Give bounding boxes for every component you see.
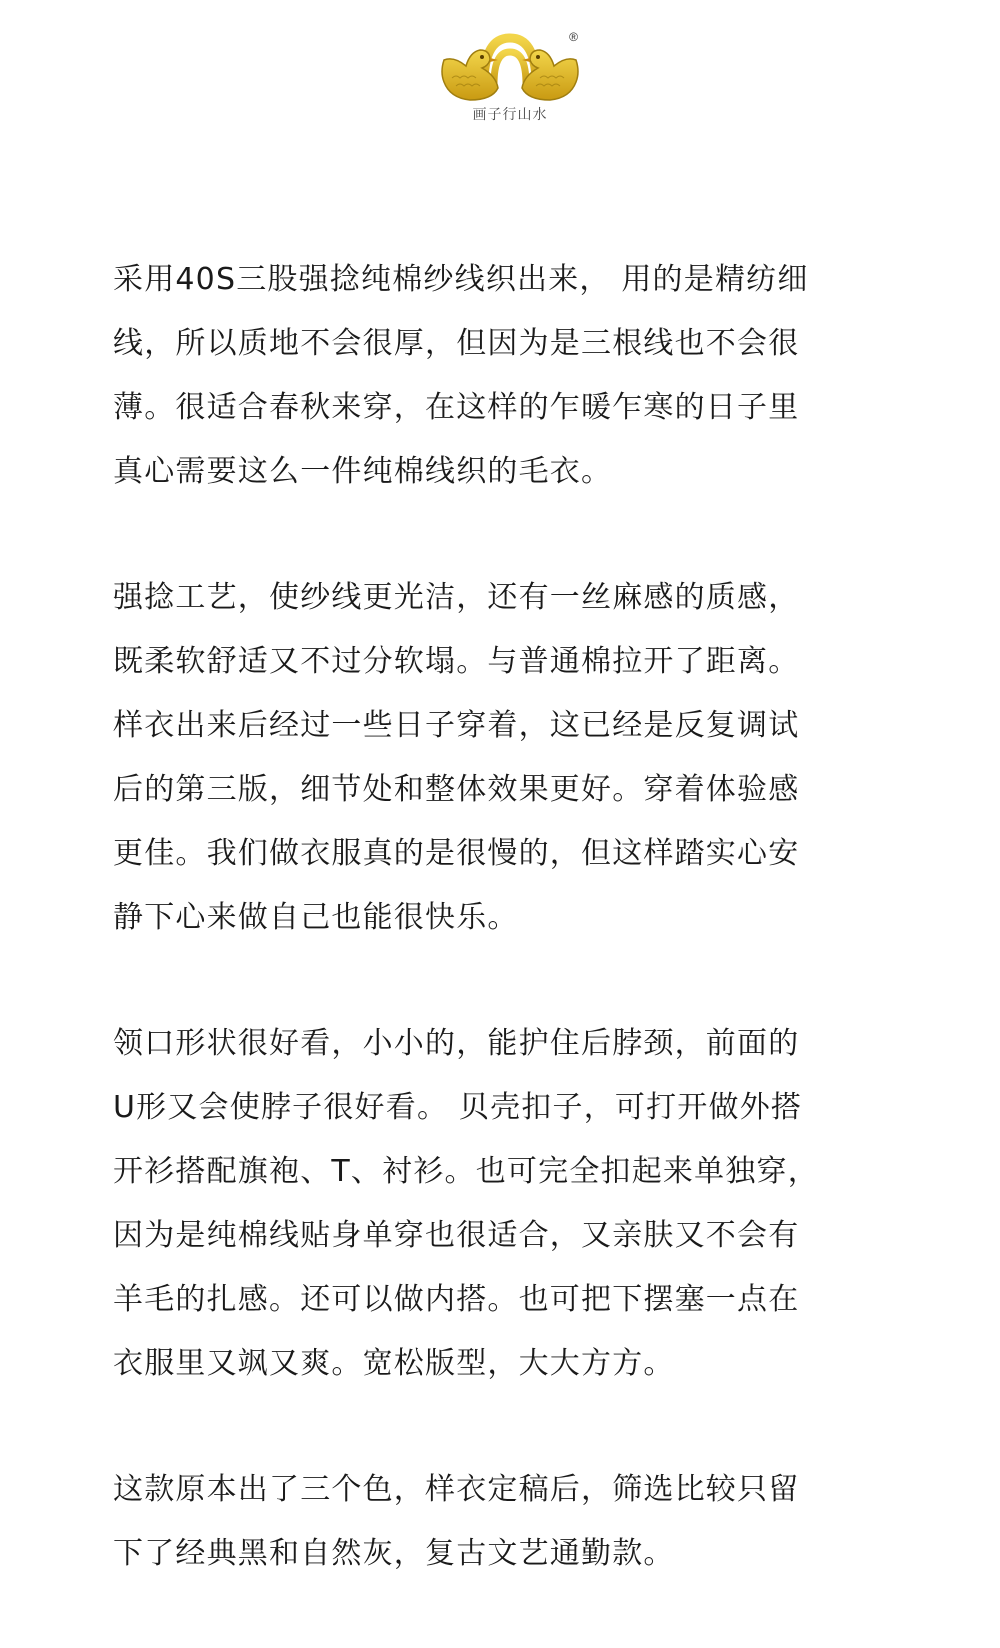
paragraph-1 (113, 248, 899, 504)
text-line: U形又会使脖子很好看。 贝壳扣子，可打开做外搭 (113, 1090, 803, 1125)
article-body (113, 248, 899, 1648)
text-line: 后的第三版，细节处和整体效果更好。穿着体验感 (113, 772, 800, 807)
text-line: 薄。很适合春秋来穿，在这样的乍暖乍寒的日子里 (113, 390, 800, 425)
brand-name: 画子行山水 (472, 107, 548, 123)
brand-logo (436, 26, 584, 126)
text-line: 更佳。我们做衣服真的是很慢的，但这样踏实心安 (113, 836, 800, 871)
registered-mark: ® (569, 30, 578, 44)
text-line: 样衣出来后经过一些日子穿着，这已经是反复调试 (113, 708, 800, 743)
text-line: 既柔软舒适又不过分软塌。与普通棉拉开了距离。 (113, 644, 800, 679)
text-line: 真心需要这么一件纯棉线织的毛衣。 (113, 454, 613, 489)
text-line: 静下心来做自己也能很快乐。 (113, 900, 519, 935)
text-line: 线，所以质地不会很厚，但因为是三根线也不会很 (113, 326, 800, 361)
paragraph-2 (113, 566, 899, 950)
text-line: 采用40S三股强捻纯棉纱线织出来， 用的是精纺细 (113, 262, 809, 297)
text-line: 因为是纯棉线贴身单穿也很适合，又亲肤又不会有 (113, 1218, 800, 1253)
text-line: 这款原本出了三个色，样衣定稿后，筛选比较只留 (113, 1472, 800, 1507)
text-line: 下了经典黑和自然灰，复古文艺通勤款。 (113, 1536, 675, 1571)
text-line: 衣服里又飒又爽。宽松版型，大大方方。 (113, 1346, 675, 1381)
text-line: 开衫搭配旗袍、T、衬衫。也可完全扣起来单独穿， (113, 1154, 819, 1189)
paragraph-4 (113, 1458, 899, 1586)
paragraph-3 (113, 1012, 899, 1396)
text-line: 领口形状很好看，小小的，能护住后脖颈，前面的 (113, 1026, 800, 1061)
text-line: 羊毛的扎感。还可以做内搭。也可把下摆塞一点在 (113, 1282, 800, 1317)
text-line: 强捻工艺，使纱线更光洁，还有一丝麻感的质感， (113, 580, 800, 615)
mandarin-ducks-logo-icon (436, 26, 584, 108)
